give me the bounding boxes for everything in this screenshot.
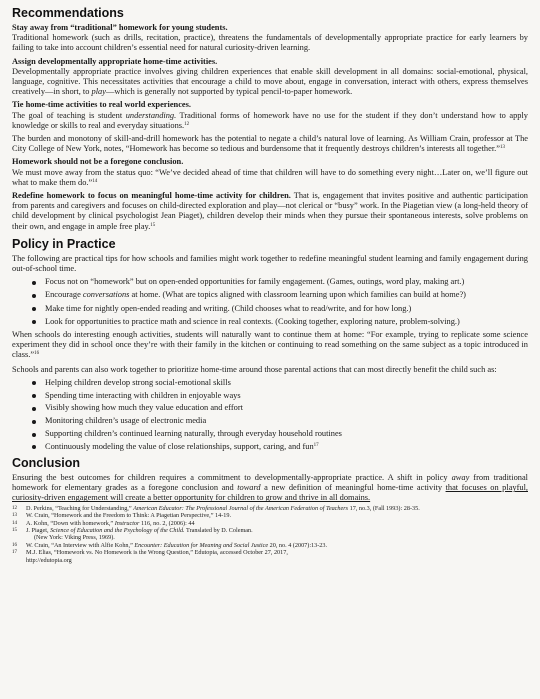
recommendation-3-body: The goal of teaching is student understanding. Traditional forms of homework have no use for the student if they don’t understand how to apply knowledge or skills to real and everyday situations.$^{12}$ (12, 110, 528, 130)
recommendation-5: Redefine homework to focus on meaningful home-time activity for children. That is, engagement that invites positive and authentic participation from parents and caregivers and focuses on child-directed exploration and play—not clerical or “busy” work. In the Piagetian view (a long-held theory of child development by clinical psychologist Jean Piaget), children develop their minds when they pursue their spontaneous interests, solve problems on their own, and engage in ample free play.$^{15}$ (12, 191, 528, 231)
footnotes (12, 505, 528, 564)
list-item: Helping children develop strong social-emotional skills (32, 378, 528, 388)
recommendation-2-title: Assign developmentally appropriate home-time activities. (12, 56, 218, 66)
footnote-ref: 12 (184, 121, 190, 127)
footnote-ref: 17 (313, 442, 319, 448)
conclusion-body: Ensuring the best outcomes for children requires a commitment to developmentally-appropriate practice. A shift in policy away from traditional homework for elementary grades as a foregone conclusion and toward a new definition of meaningful home-time activity that focuses on playful, curiosity-driven engagement will create a better opportunity for children to grow and thrive in all domains. (12, 473, 528, 503)
policy-paragraph-2: When schools do interesting enough activities, students will naturally want to continue them at home: “For example, trying to replicate some science experiment they did in school once they’re with their family in the kitchen or continuing to read something on the same subject as a topic introduced in class.”$^{16}$ (12, 330, 528, 360)
footnote-ref: 13 (499, 145, 505, 151)
recommendation-3-title: Tie home-time activities to real world experiences. (12, 100, 192, 110)
footnote-ref: 14 (92, 178, 98, 184)
list-item: Encourage conversations at home. (What are topics aligned with classroom learning upon which families can build at home?) (32, 290, 528, 300)
recommendations-heading: Recommendations (12, 6, 124, 20)
footnote: 14 A. Kohn, “Down with homework,” Instructor 116, no. 2, (2006): 44 (12, 519, 195, 527)
recommendation-1-body: Traditional homework (such as drills, recitation, practice), threatens the fundamentals of developmentally appropriate practice for early learners by failing to take into account children’s essential need for natural curiosity-driven learning. (12, 33, 528, 53)
recommendation-2-body: Developmentally appropriate practice involves giving children experiences that enable skill development in all domains: social-emotional, physical, language, cognitive. This necessitates activities that encourage a child to move about, engage in conversation, interact with others, express themselves creatively—in short, to play—which is generally not supported by typical pencil-to-paper homework. (12, 66, 528, 97)
recommendation-1-title: Stay away from “traditional” homework for young students. (12, 23, 228, 32)
recommendation-3-body-2: The burden and monotony of skill-and-drill homework has the potential to negate a child’s natural love of learning. As William Crain, professor at The City College of New York, notes, “Homework has become so tedious and burdensome that it frequently destroys children’s interests all together.”$^{13}$ (12, 134, 528, 154)
policy-paragraph-3: Schools and parents can also work together to prioritize home-time around those parental actions that can most directly benefit the child such as: (12, 364, 497, 374)
policy-intro: The following are practical tips for how schools and families might work together to redefine meaningful student learning and family engagement during out-of-school time. (12, 253, 528, 274)
list-item: Focus not on “homework” but on open-ended opportunities for family engagement. (Games, outings, word play, making art.) (32, 277, 528, 287)
recommendation-5-title: Redefine homework to focus on meaningful home-time activity for children. (12, 191, 291, 201)
footnote-ref: 16 (34, 351, 40, 357)
footnote-url[interactable]: http://edutopia.org (26, 556, 72, 564)
recommendation-4-title: Homework should not be a foregone conclusion. (12, 157, 184, 167)
footnote: 16 W. Crain, “An Interview with Alfie Kohn,” Encounter: Education for Meaning and Social Justice 20, no. 4 (2007):13-23. (12, 541, 328, 549)
footnote-ref: 15 (150, 222, 156, 228)
list-item: Make time for nightly open-ended reading and writing. (Child chooses what to read/write, and for how long.) (32, 304, 528, 314)
footnote: 17 M.J. Elias, “Homework vs. No Homework is the Wrong Question,” Edutopia, accessed October 27, 2017, (12, 549, 288, 557)
policy-tips-list (12, 277, 528, 327)
footnote: 15 J. Piaget, Science of Education and the Psychology of the Child. Translated by D. Coleman. (12, 526, 253, 534)
footnote: 13 W. Crain, “Homework and the Freedom to Think: A Piagetian Perspective,” 14-19. (12, 512, 232, 520)
footnote: (New York: Viking Press, 1969). (34, 534, 115, 542)
list-item: Spending time interacting with children in enjoyable ways (32, 391, 528, 401)
list-item: Continuously modeling the value of close relationships, support, caring, and fun$^{17}$ (32, 442, 528, 452)
conclusion-heading: Conclusion (12, 456, 81, 471)
list-item: Monitoring children’s usage of electronic media (32, 416, 528, 426)
recommendation-4-body: We must move away from the status quo: “We’ve decided ahead of time that children will have to do something every night…Later on, we’ll figure out what to make them do.”$^{14}$ (12, 167, 528, 187)
policy-heading: Policy in Practice (12, 236, 116, 251)
list-item: Look for opportunities to practice math and science in real contexts. (Cooking together, exploring nature, problem-solving.) (32, 317, 528, 327)
list-item: Visibly showing how much they value education and effort (32, 403, 528, 413)
parental-actions-list (12, 378, 528, 452)
list-item: Supporting children’s continued learning naturally, through everyday household routines (32, 429, 528, 439)
footnote: 12 D. Perkins, “Teaching for Understanding,” American Educator: The Professional Journal of the American Federation of Teachers 17, no.3, (Fall 1993): 28-35. (12, 504, 420, 512)
conclusion-underlined-text: that focuses on playful, curiosity-driven engagement will create a better opportunity for children to grow and thrive in all domains. (12, 483, 528, 503)
